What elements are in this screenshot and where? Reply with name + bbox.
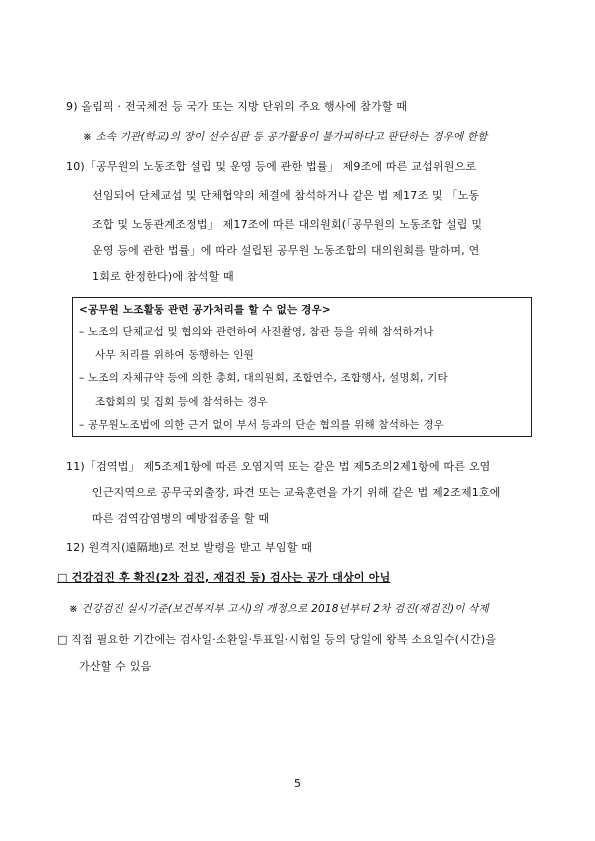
item-11-line-1: 11)「검역법」 제5조제1항에 따른 오염지역 또는 같은 법 제5조의2제1항에 따른 오염 [66,460,491,473]
exception-line-1: – 노조의 단체교섭 및 협의와 관련하여 사진촬영, 참관 등을 위해 참석하거나 [79,326,434,338]
item-10-line-4: 운영 등에 관한 법률」에 따라 설립된 공무원 노동조합의 대의원회를 말하며, 연 [92,244,480,257]
item-11-line-3: 따른 검역감염병의 예방접종을 할 때 [92,512,270,525]
exception-line-5: – 공무원노조법에 의한 근거 없이 부서 등과의 단순 협의를 위해 참석하는 경우 [79,419,444,431]
health-check-note: ※ 건강검진 실시기준(보건복지부 고시)의 개정으로 2018년부터 2차 검진(재검진)이 삭제 [69,603,489,615]
health-check-heading: □ 건강검진 후 확진(2차 검진, 재검진 등) 검사는 공가 대상이 아님 [57,571,391,584]
item-10-line-5: 1회로 한정한다)에 참석할 때 [92,270,234,283]
item-10-line-1: 10)「공무원의 노동조합 설립 및 운영 등에 관한 법률」 제9조에 따른 교섭위원으로 [66,160,477,173]
page-number: 5 [294,777,301,790]
item-9-note: ※ 소속 기관(학교)의 장이 선수심판 등 공가활용이 불가피하다고 판단하는 경우에 한함 [83,131,488,143]
item-9: 9) 올림픽 · 전국체전 등 국가 또는 지방 단위의 주요 행사에 참가할 때 [66,100,408,113]
exception-box-title: <공무원 노조활동 관련 공가처리를 할 수 없는 경우> [79,304,331,316]
item-11-line-2: 인근지역으로 공무국외출장, 파견 또는 교육훈련을 가기 위해 같은 법 제2조제1호에 [92,486,501,499]
travel-days-line-1: □ 직접 필요한 기간에는 검사일·소환일·투표일·시험일 등의 당일에 왕복 소요일수(시간)을 [57,633,497,646]
item-12: 12) 원격지(遠隔地)로 전보 발령을 받고 부임할 때 [66,541,313,554]
exception-box [72,297,532,437]
travel-days-line-2: 가산할 수 있음 [79,660,152,673]
item-10-line-3: 조합 및 노동관계조정법」 제17조에 따른 대의원회(「공무원의 노동조합 설립 및 [92,218,483,231]
exception-line-2: 사무 처리를 위하여 동행하는 인원 [95,349,254,361]
item-10-line-2: 선임되어 단체교섭 및 단체협약의 체결에 참석하거나 같은 법 제17조 및 「노동 [92,189,480,202]
exception-line-4: 조합회의 및 집회 등에 참석하는 경우 [95,396,268,408]
exception-line-3: – 노조의 자체규약 등에 의한 총회, 대의원회, 조합연수, 조합행사, 설명회, 기타 [79,372,448,384]
